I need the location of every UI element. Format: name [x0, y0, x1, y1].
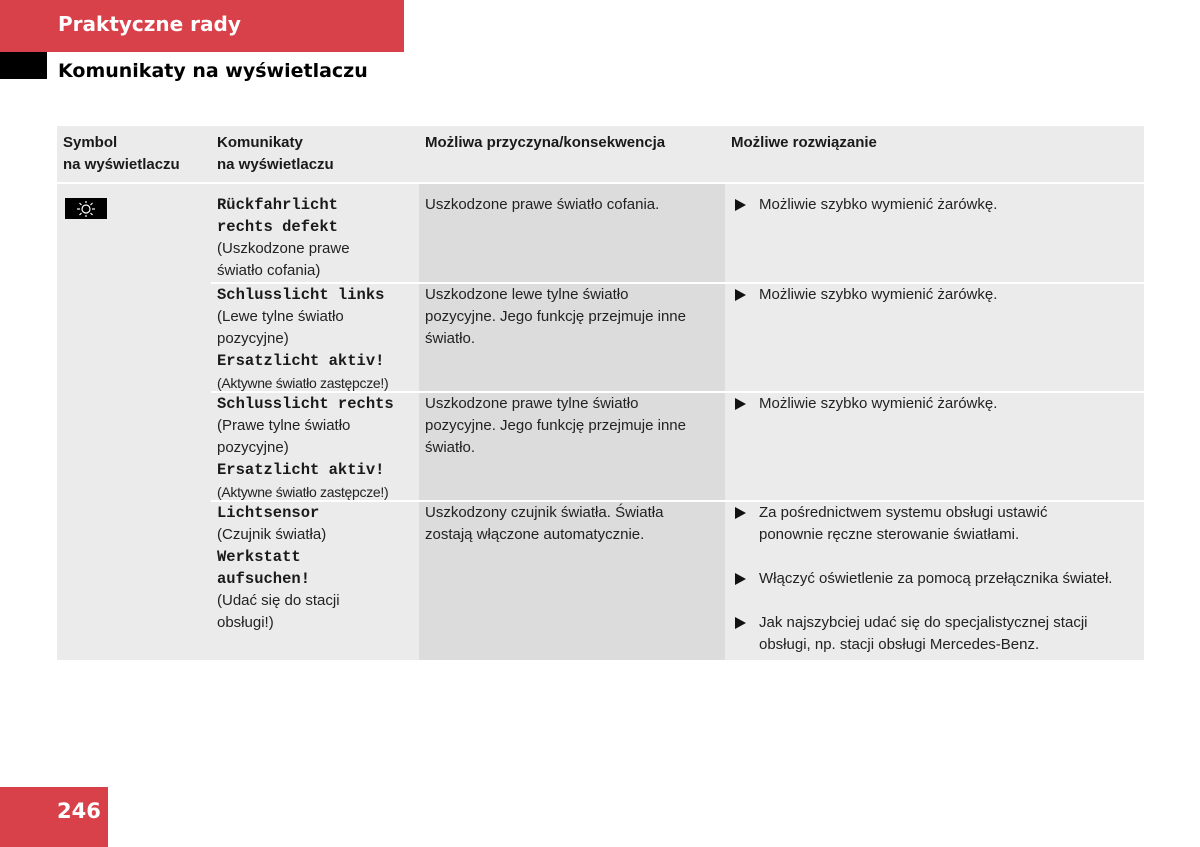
- header-text: Komunikaty: [217, 134, 303, 151]
- table-row: [725, 500, 1144, 660]
- message-translation: pozycyjne): [217, 439, 289, 456]
- section-tab: [0, 0, 404, 52]
- cause-text: pozycyjne. Jego funkcję przejmuje inne: [425, 417, 686, 434]
- cause-text: Uszkodzony czujnik światła. Światła: [425, 504, 664, 521]
- message-translation: (Uszkodzone prawe: [217, 240, 350, 257]
- table-row: [419, 500, 725, 660]
- message-code: Werkstatt: [217, 548, 301, 566]
- header-cell-cause: [419, 126, 725, 182]
- message-translation: (Prawe tylne światło: [217, 417, 351, 434]
- page-subtitle: Komunikaty na wyświetlaczu: [58, 60, 368, 82]
- header-cell-message: [211, 126, 419, 182]
- table-row: [419, 184, 725, 282]
- message-translation: (Czujnik światła): [217, 526, 327, 543]
- header-text: na wyświetlaczu: [63, 156, 180, 173]
- arrow-bullet-icon: [735, 398, 746, 410]
- solution-item: [731, 284, 997, 306]
- table-row: [725, 282, 1144, 391]
- cause-text: pozycyjne. Jego funkcję przejmuje inne: [425, 308, 686, 325]
- message-translation: (Aktywne światło zastępcze!): [217, 375, 389, 391]
- section-title: Praktyczne rady: [58, 12, 241, 36]
- message-code: Rückfahrlicht: [217, 196, 338, 214]
- solution-item: [731, 393, 997, 415]
- solution-item: [731, 612, 1112, 656]
- table-row: [211, 391, 419, 500]
- message-translation: (Aktywne światło zastępcze!): [217, 484, 389, 500]
- light-bulb-icon: [65, 198, 107, 219]
- arrow-bullet-icon: [735, 199, 746, 211]
- table-row: [419, 282, 725, 391]
- message-code: Lichtsensor: [217, 504, 320, 522]
- message-translation: obsługi!): [217, 614, 274, 631]
- solution-column: [725, 184, 1144, 660]
- solution-text: Za pośrednictwem systemu obsługi ustawić: [759, 504, 1048, 521]
- cause-text: Uszkodzone prawe tylne światło: [425, 395, 639, 412]
- header-text: Możliwa przyczyna/konsekwencja: [425, 134, 666, 151]
- arrow-bullet-icon: [735, 289, 746, 301]
- message-code: Ersatzlicht aktiv!: [217, 352, 385, 370]
- solution-item: [731, 502, 1112, 546]
- symbol-column: [57, 184, 211, 660]
- message-code: Ersatzlicht aktiv!: [217, 461, 385, 479]
- cause-text: Uszkodzone lewe tylne światło: [425, 286, 629, 303]
- table-row: [419, 391, 725, 500]
- table-row: [211, 282, 419, 391]
- message-code: Schlusslicht links: [217, 286, 385, 304]
- cause-column: [419, 184, 725, 660]
- arrow-bullet-icon: [735, 573, 746, 585]
- page-number: 246: [57, 799, 101, 823]
- arrow-bullet-icon: [735, 507, 746, 519]
- display-messages-table: [57, 126, 1144, 660]
- page-number-box: [0, 787, 108, 847]
- header-text: Możliwe rozwiązanie: [731, 134, 877, 151]
- message-column: [211, 184, 419, 660]
- table-row: [211, 184, 419, 282]
- message-code: Schlusslicht rechts: [217, 395, 394, 413]
- cause-text: Uszkodzone prawe światło cofania.: [425, 196, 660, 213]
- solution-text: Możliwie szybko wymienić żarówkę.: [759, 286, 998, 303]
- header-text: Symbol: [63, 134, 118, 151]
- solution-text: Włączyć oświetlenie za pomocą przełącznika świateł.: [759, 570, 1113, 587]
- table-row: [725, 391, 1144, 500]
- solution-item: [731, 568, 1112, 590]
- message-translation: (Lewe tylne światło: [217, 308, 344, 325]
- message-translation: pozycyjne): [217, 330, 289, 347]
- cause-text: światło.: [425, 330, 476, 347]
- message-translation: światło cofania): [217, 262, 321, 279]
- message-code: rechts defekt: [217, 218, 338, 236]
- cause-text: zostają włączone automatycznie.: [425, 526, 645, 543]
- table-row: [725, 184, 1144, 282]
- arrow-bullet-icon: [735, 617, 746, 629]
- chapter-marker: [0, 52, 47, 79]
- solution-item: [731, 194, 997, 216]
- table-row: [211, 500, 419, 660]
- header-cell-symbol: [57, 126, 211, 182]
- header-cell-solution: [725, 126, 1144, 182]
- cause-text: światło.: [425, 439, 476, 456]
- solution-text: Możliwie szybko wymienić żarówkę.: [759, 196, 998, 213]
- solution-text: Możliwie szybko wymienić żarówkę.: [759, 395, 998, 412]
- solution-text: Jak najszybciej udać się do specjalistycznej stacji: [759, 614, 1088, 631]
- message-translation: (Udać się do stacji: [217, 592, 340, 609]
- message-code: aufsuchen!: [217, 570, 311, 588]
- header-text: na wyświetlaczu: [217, 156, 334, 173]
- solution-text: obsługi, np. stacji obsługi Mercedes-Benz.: [759, 636, 1040, 653]
- solution-text: ponownie ręczne sterowanie światłami.: [759, 526, 1020, 543]
